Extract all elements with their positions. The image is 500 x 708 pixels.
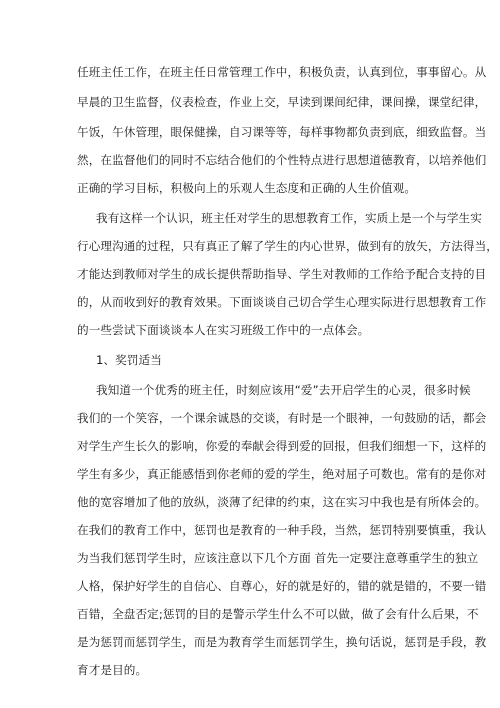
paragraph-line: 然，在监督他们的同时不忘结合他们的个性特点进行思想道德教育，以培养他们 (77, 153, 487, 167)
paragraph-line: 才能达到教师对学生的成长提供帮助指导、学生对教师的工作给予配合支持的目 (77, 267, 487, 281)
paragraph-line: 早晨的卫生监督，仪表检查，作业上交，早读到课间纪律，课间操，课堂纪律， (77, 95, 487, 109)
paragraph-line: 正确的学习目标，积极向上的乐观人生态度和正确的人生价值观。 (77, 181, 417, 195)
paragraph-line: 为当我们惩罚学生时，应该注意以下几个方面 首先一定要注意尊重学生的独立 (77, 551, 479, 565)
paragraph-line: 人格，保护好学生的自信心、自尊心，好的就是好的，错的就是错的，不要一错 (77, 579, 487, 593)
paragraph-line: 午饭，午休管理，眼保健操，自习课等等，每样事物都负责到底，细致监督。当 (77, 125, 487, 139)
paragraph-line: 我知道一个优秀的班主任，时刻应该用“爱”去开启学生的心灵，很多时候 (96, 383, 471, 397)
paragraph-line: 是为惩罚而惩罚学生，而是为教育学生而惩罚学生，换句话说，惩罚是手段，教 (77, 635, 487, 649)
paragraph-line: 任班主任工作，在班主任日常管理工作中，积极负责，认真到位，事事留心。从 (77, 65, 487, 79)
section-heading: 1、奖罚适当 (96, 353, 162, 367)
paragraph-line: 我们的一个笑容，一个课余诚恳的交谈，有时是一个眼神，一句鼓励的话，都会 (77, 411, 487, 425)
paragraph-line: 百错，全盘否定;惩罚的目的是警示学生什么不可以做，做了会有什么后果，不 (77, 607, 479, 621)
paragraph-line: 对学生产生长久的影响，你爱的奉献会得到爱的回报，但我们细想一下，这样的 (77, 439, 487, 453)
paragraph-line: 在我们的教育工作中，惩罚也是教育的一种手段，当然，惩罚特别要慎重，我认 (77, 523, 487, 537)
paragraph-line: 育才是目的。 (77, 663, 148, 677)
paragraph-line: 我有这样一个认识，班主任对学生的思想教育工作，实质上是一个与学生实 (96, 211, 482, 225)
paragraph-line: 的，从而收到好的教育效果。下面谈谈自己切合学生心理实际进行思想教育工作 (77, 295, 487, 309)
paragraph-line: 他的宽容增加了他的放纵，淡薄了纪律的约束，这在实习中我也是有所体会的。 (77, 495, 487, 509)
paragraph-line: 行心理沟通的过程，只有真正了解了学生的内心世界，做到有的放矢，方法得当， (77, 239, 498, 253)
paragraph-line: 的一些尝试下面谈谈本人在实习班级工作中的一点体会。 (77, 323, 370, 337)
paragraph-line: 学生有多少，真正能感悟到你老师的爱的学生，绝对屈子可数也。常有的是你对 (77, 467, 487, 481)
